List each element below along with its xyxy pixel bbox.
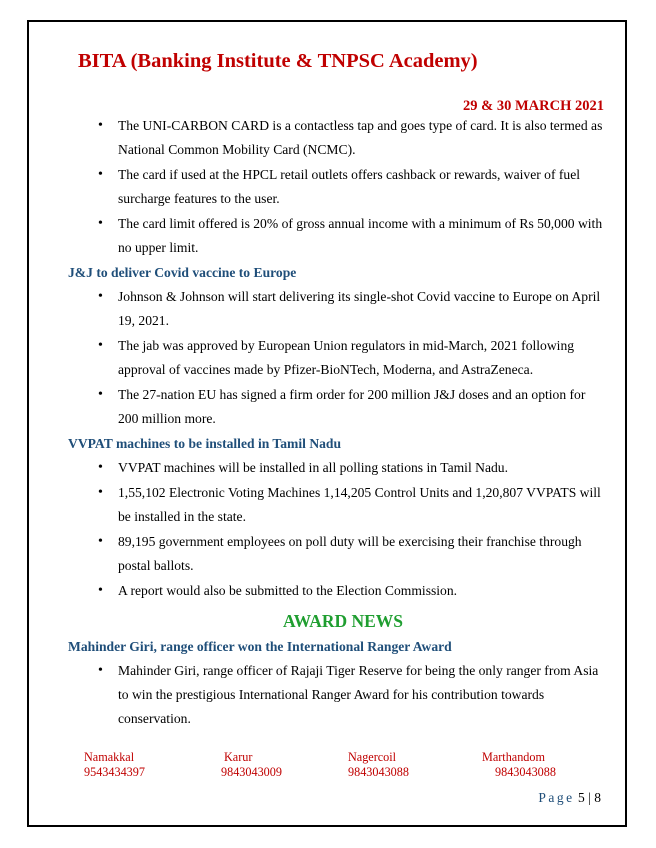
branch-marthandom bbox=[482, 750, 556, 780]
page-number bbox=[538, 790, 601, 806]
branch-city: Nagercoil bbox=[348, 750, 397, 764]
jj-bullet-list bbox=[68, 285, 608, 431]
branch-namakkal bbox=[84, 750, 145, 780]
page-content bbox=[68, 114, 608, 732]
institute-title: BITA (Banking Institute & TNPSC Academy) bbox=[78, 50, 478, 72]
branch-nagercoil bbox=[348, 750, 409, 780]
branch-karur bbox=[221, 750, 282, 780]
list-item: • Johnson & Johnson will start delivering its single-shot Covid vaccine to Europe on April 19, 2021. bbox=[68, 285, 608, 333]
branch-phone: 9843043088 bbox=[495, 765, 556, 779]
list-item: • VVPAT machines will be installed in all polling stations in Tamil Nadu. bbox=[68, 456, 608, 480]
page-total: 8 bbox=[594, 790, 601, 805]
list-item: • The 27-nation EU has signed a firm order for 200 million J&J doses and an option for 200 million more. bbox=[68, 383, 608, 431]
list-item: • 89,195 government employees on poll duty will be exercising their franchise through postal ballots. bbox=[68, 530, 608, 578]
section-heading-jj-vaccine: J&J to deliver Covid vaccine to Europe bbox=[68, 265, 297, 280]
list-item: • Mahinder Giri, range officer of Rajaji Tiger Reserve for being the only ranger from Asia to win the prestigious International Ranger Award for his contribution towards conservation. bbox=[68, 659, 608, 731]
list-item: • The jab was approved by European Union regulators in mid-March, 2021 following approval of vaccines made by Pfizer-BioNTech, Moderna, and AstraZeneca. bbox=[68, 334, 608, 382]
vvpat-bullet-list bbox=[68, 456, 608, 603]
award-bullet-list bbox=[68, 659, 608, 731]
intro-bullet-list bbox=[68, 114, 608, 260]
branch-phone: 9843043009 bbox=[221, 765, 282, 779]
award-news-title: AWARD NEWS bbox=[282, 611, 404, 631]
branch-city: Karur bbox=[224, 750, 253, 764]
branch-phone: 9843043088 bbox=[348, 765, 409, 779]
section-heading-ranger-award: Mahinder Giri, range officer won the International Ranger Award bbox=[68, 639, 452, 654]
issue-date: 29 & 30 MARCH 2021 bbox=[463, 98, 604, 114]
section-heading-vvpat: VVPAT machines to be installed in Tamil Nadu bbox=[68, 436, 342, 451]
page-separator: | bbox=[588, 790, 591, 805]
list-item: • The card if used at the HPCL retail outlets offers cashback or rewards, waiver of fuel surcharge features to the user. bbox=[68, 163, 608, 211]
branch-city: Marthandom bbox=[482, 750, 545, 764]
branch-city: Namakkal bbox=[84, 750, 135, 764]
list-item: • The card limit offered is 20% of gross annual income with a minimum of Rs 50,000 with no upper limit. bbox=[68, 212, 608, 260]
page-current: 5 bbox=[578, 790, 585, 805]
list-item: • A report would also be submitted to the Election Commission. bbox=[68, 579, 608, 603]
page-label: Page bbox=[538, 790, 575, 805]
list-item: • The UNI-CARBON CARD is a contactless tap and goes type of card. It is also termed as National Common Mobility Card (NCMC). bbox=[68, 114, 608, 162]
branch-phone: 9543434397 bbox=[84, 765, 145, 779]
list-item: • 1,55,102 Electronic Voting Machines 1,14,205 Control Units and 1,20,807 VVPATS will be installed in the state. bbox=[68, 481, 608, 529]
